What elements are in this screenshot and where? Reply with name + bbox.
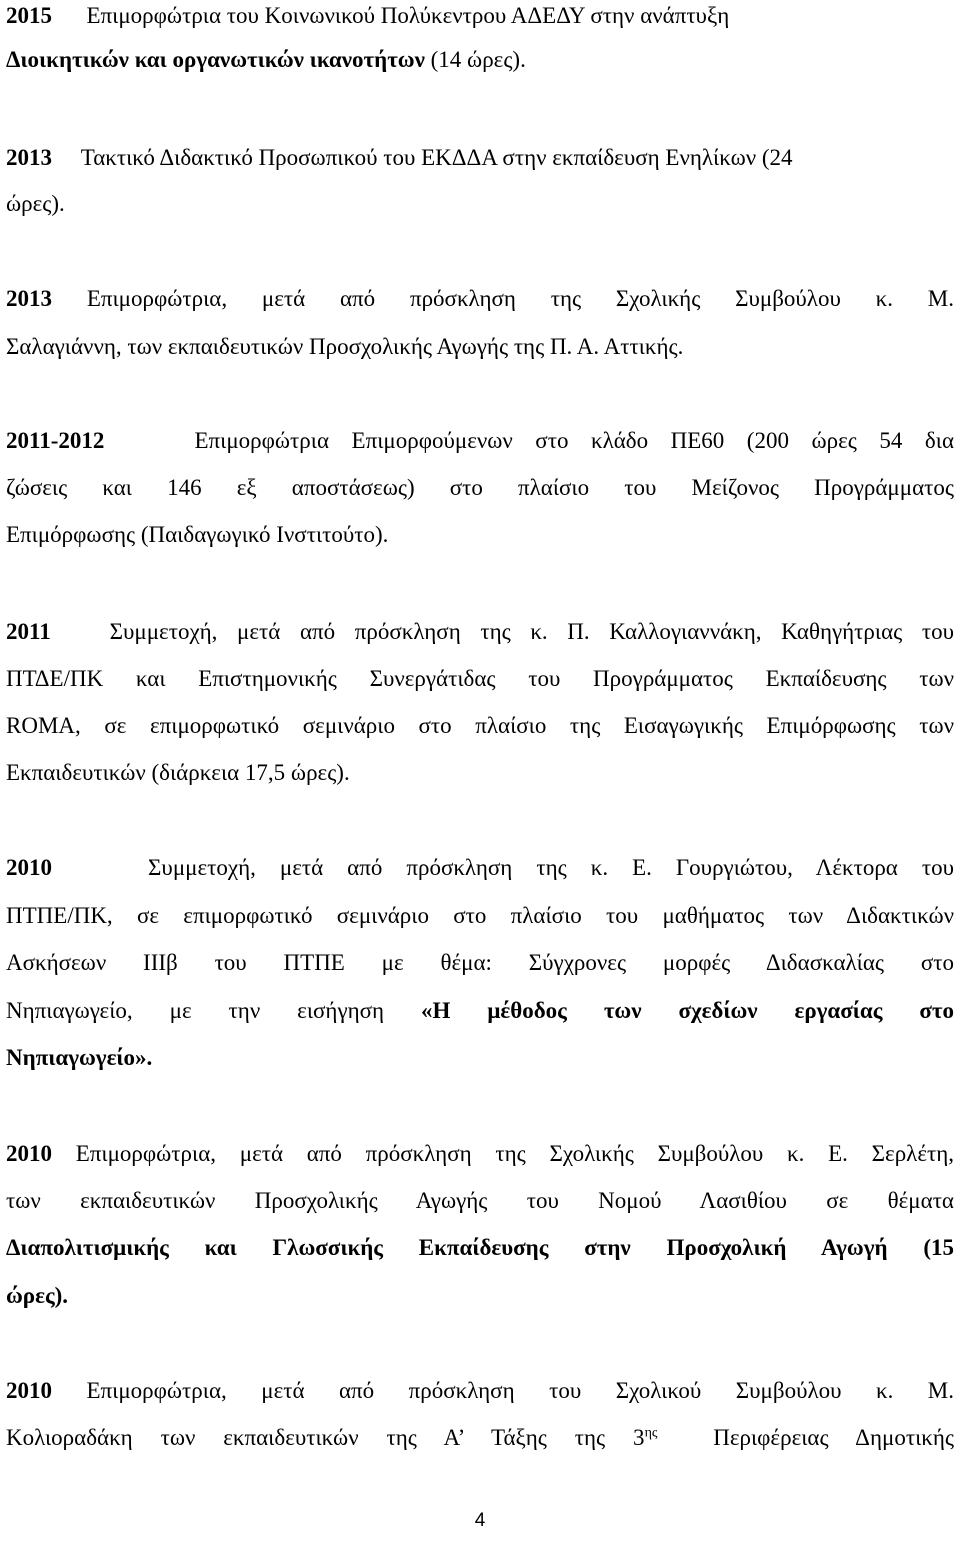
entry-text: Επιμόρφωσης (Παιδαγωγικό Ινστιτούτο). <box>6 522 389 547</box>
entry-2010-c-line-2 <box>6 1423 954 1453</box>
entry-text: Επιμορφώτρια, μετά από πρόσκληση της Σχολικής Συμβούλου κ. Μ. <box>86 286 954 311</box>
entry-text: Επιμορφώτρια του Κοινωνικού Πολύκεντρου ΑΔΕΔΥ στην ανάπτυξη <box>86 3 730 28</box>
entry-text: Περιφέρειας Δημοτικής <box>713 1425 954 1450</box>
entry-text: (14 ώρες). <box>430 47 526 72</box>
entry-2010-b-line-4 <box>6 1281 954 1311</box>
entry-text: Συμμετοχή, μετά από πρόσκληση της κ. Π. Καλλογιαννάκη, Καθηγήτριας του <box>109 619 954 644</box>
entry-text-bold: Διαπολιτισμικής και Γλωσσικής Εκπαίδευσης στην Προσχολική Αγωγή (15 <box>6 1235 954 1260</box>
page-number: 4 <box>474 1510 486 1531</box>
entry-2013-a-line-2 <box>6 189 954 219</box>
entry-2011-2012-line-1 <box>6 426 954 456</box>
entry-year: 2010 <box>6 1141 52 1166</box>
entry-2010-a-line-1 <box>6 853 954 883</box>
entry-year: 2010 <box>6 855 52 880</box>
entry-text: ώρες). <box>6 191 65 216</box>
entry-text: Συμμετοχή, μετά από πρόσκληση της κ. Ε. Γουργιώτου, Λέκτορα του <box>148 855 955 880</box>
entry-year: 2011 <box>6 619 51 644</box>
entry-year: 2013 <box>6 286 52 311</box>
entry-year: 2011-2012 <box>6 428 105 453</box>
entry-2011-line-1 <box>6 617 954 647</box>
ordinal-superscript: ης <box>644 1425 658 1441</box>
entry-text: των εκπαιδευτικών Προσχολικής Αγωγής του Νομού Λασιθίου σε θέματα <box>6 1188 954 1213</box>
entry-year: 2010 <box>6 1378 52 1403</box>
entry-2010-a-line-4 <box>6 996 954 1026</box>
entry-text: Κολιοραδάκη των εκπαιδευτικών της Α’ Τάξης της 3 <box>6 1425 645 1450</box>
entry-2010-c-line-1 <box>6 1376 954 1406</box>
entry-2010-a-line-5 <box>6 1043 954 1073</box>
entry-2013-b-line-2 <box>6 332 954 362</box>
entry-text: Σαλαγιάννη, των εκπαιδευτικών Προσχολικής Αγωγής της Π. Α. Αττικής. <box>6 334 684 359</box>
entry-2011-2012-line-3 <box>6 520 954 550</box>
entry-2015-line-2 <box>6 45 954 75</box>
entry-text-bold: ώρες). <box>6 1283 69 1308</box>
entry-2013-b-line-1 <box>6 284 954 314</box>
entry-2010-b-line-2 <box>6 1186 954 1216</box>
entry-text: Ασκήσεων ΙΙΙβ του ΠΤΠΕ με θέμα: Σύγχρονες μορφές Διδασκαλίας στο <box>6 950 954 975</box>
entry-text: Εκπαιδευτικών (διάρκεια 17,5 ώρες). <box>6 760 350 785</box>
entry-text: ΠΤΔΕ/ΠΚ και Επιστημονικής Συνεργάτιδας του Προγράμματος Εκπαίδευσης των <box>6 666 954 691</box>
entry-2010-b-line-3 <box>6 1233 954 1263</box>
entry-2011-line-2 <box>6 664 954 694</box>
entry-2015-line-1 <box>6 1 954 31</box>
entry-text: Επιμορφώτρια, μετά από πρόσκληση του Σχολικού Συμβούλου κ. Μ. <box>86 1378 955 1403</box>
entry-text-bold: «Η μέθοδος των σχεδίων εργασίας στο <box>421 998 954 1023</box>
entry-text: ΠΤΠΕ/ΠΚ, σε επιμορφωτικό σεμινάριο στο πλαίσιο του μαθήματος των Διδακτικών <box>6 903 954 928</box>
entry-text: Τακτικό Διδακτικό Προσωπικού του ΕΚΔΔΑ στην εκπαίδευση Ενηλίκων (24 <box>80 145 793 170</box>
entry-text: Επιμορφώτρια, μετά από πρόσκληση της Σχολικής Συμβούλου κ. Ε. Σερλέτη, <box>75 1141 955 1166</box>
entry-2013-a-line-1 <box>6 143 954 173</box>
entry-2011-2012-line-2 <box>6 473 954 503</box>
entry-text-bold: Νηπιαγωγείο». <box>6 1045 153 1070</box>
entry-text: ROMA, σε επιμορφωτικό σεμινάριο στο πλαίσιο της Εισαγωγικής Επιμόρφωσης των <box>6 713 954 738</box>
entry-text-bold: Διοικητικών και οργανωτικών ικανοτήτων <box>6 47 425 72</box>
entry-text: Νηπιαγωγείο, με την εισήγηση <box>6 998 385 1023</box>
entry-2011-line-4 <box>6 758 954 788</box>
entry-2010-a-line-3 <box>6 948 954 978</box>
entry-text: Επιμορφώτρια Επιμορφούμενων στο κλάδο ΠΕ60 (200 ώρες 54 δια <box>194 428 954 453</box>
entry-year: 2013 <box>6 145 52 170</box>
entry-2011-line-3 <box>6 711 954 741</box>
entry-year: 2015 <box>6 3 52 28</box>
entry-2010-b-line-1 <box>6 1139 954 1169</box>
entry-text: ζώσεις και 146 εξ αποστάσεως) στο πλαίσιο του Μείζονος Προγράμματος <box>6 475 954 500</box>
entry-2010-a-line-2 <box>6 901 954 931</box>
